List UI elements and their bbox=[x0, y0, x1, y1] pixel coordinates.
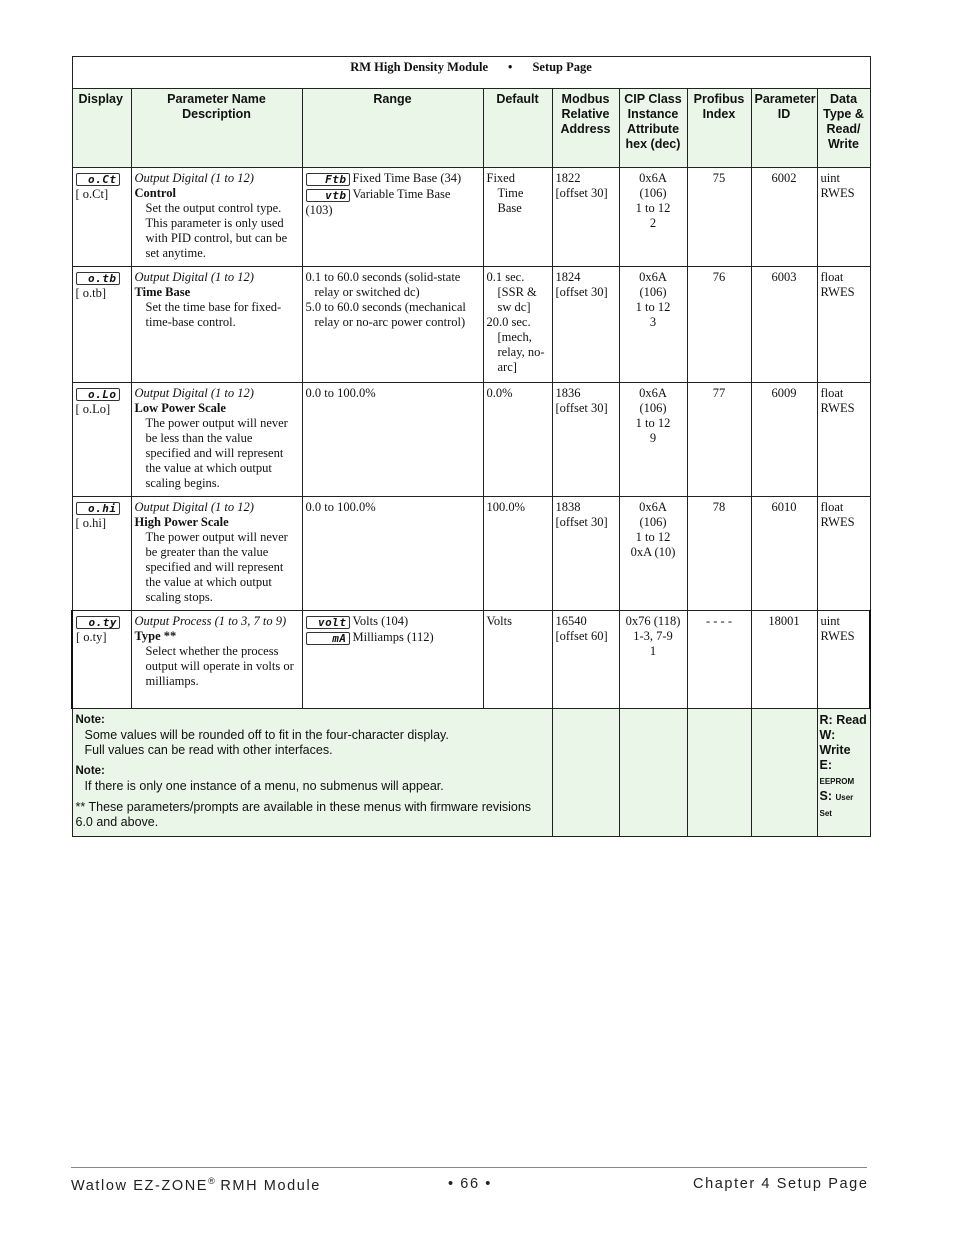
param-desc: The power output will never be greater than the value specified and will represent the value at which output scaling stops. bbox=[145, 530, 288, 604]
modbus-cell: 16540 [offset 60] bbox=[552, 611, 619, 709]
param-id-cell: 18001 bbox=[751, 611, 817, 709]
cip-cell: 0x6A (106) 1 to 12 3 bbox=[619, 267, 687, 383]
display-code: [ o.hi] bbox=[75, 516, 107, 530]
header-param-id: Parameter ID bbox=[751, 89, 817, 168]
display-code: [ o.tb] bbox=[75, 286, 107, 300]
table-row bbox=[72, 497, 870, 611]
notes-blank-cell bbox=[687, 709, 751, 837]
param-group: Output Digital (1 to 12) bbox=[134, 270, 254, 284]
table-row bbox=[72, 168, 870, 267]
param-name: High Power Scale bbox=[134, 515, 229, 529]
profibus-cell: 77 bbox=[687, 383, 751, 497]
lcd-range: mA bbox=[306, 632, 350, 645]
range-cell: 0.0 to 100.0% bbox=[302, 383, 483, 497]
display-cell bbox=[72, 168, 131, 267]
table-row bbox=[72, 267, 870, 383]
lcd-range: volt bbox=[306, 616, 350, 629]
notes-cell bbox=[72, 709, 552, 837]
param-name: Type ** bbox=[134, 629, 177, 643]
param-group: Output Digital (1 to 12) bbox=[134, 500, 254, 514]
profibus-cell: 76 bbox=[687, 267, 751, 383]
param-name: Time Base bbox=[134, 285, 191, 299]
range-cell: 0.0 to 100.0% bbox=[302, 497, 483, 611]
footer-page-number: • 66 • bbox=[448, 1176, 492, 1192]
cip-cell: 0x76 (118) 1-3, 7-9 1 bbox=[619, 611, 687, 709]
table-row bbox=[72, 611, 870, 709]
modbus-cell: 1824 [offset 30] bbox=[552, 267, 619, 383]
data-type-cell: uint RWES bbox=[817, 168, 870, 267]
data-type-cell: float RWES bbox=[817, 497, 870, 611]
note-text: Full values can be read with other interfaces. bbox=[84, 743, 333, 757]
display-cell bbox=[72, 383, 131, 497]
param-cell bbox=[131, 168, 302, 267]
lcd-display: o.hi bbox=[76, 502, 120, 515]
note-text: If there is only one instance of a menu, no submenus will appear. bbox=[84, 779, 444, 793]
display-code: [ o.Lo] bbox=[75, 402, 111, 416]
param-name: Low Power Scale bbox=[134, 401, 226, 415]
lcd-display: o.tb bbox=[76, 272, 120, 285]
cip-cell: 0x6A (106) 1 to 12 0xA (10) bbox=[619, 497, 687, 611]
range-cell: volt Volts (104) mA Milliamps (112) bbox=[302, 611, 483, 709]
param-group: Output Digital (1 to 12) bbox=[134, 386, 254, 400]
notes-row bbox=[72, 709, 870, 837]
notes-blank-cell bbox=[751, 709, 817, 837]
header-modbus: Modbus Relative Address bbox=[552, 89, 619, 168]
modbus-cell: 1838 [offset 30] bbox=[552, 497, 619, 611]
lcd-display: o.ty bbox=[76, 616, 120, 629]
profibus-cell: 78 bbox=[687, 497, 751, 611]
header-range: Range bbox=[302, 89, 483, 168]
param-cell bbox=[131, 497, 302, 611]
default-cell: 100.0% bbox=[483, 497, 552, 611]
legend-cell: R: Read W: Write E: EEPROM S: User Set bbox=[817, 709, 870, 837]
note-text: ** These parameters/prompts are available in these menus with firmware revisions 6.0 and above. bbox=[75, 800, 532, 829]
table-title-row bbox=[72, 57, 870, 89]
lcd-display: o.Ct bbox=[76, 173, 120, 186]
display-code: [ o.ty] bbox=[76, 630, 107, 644]
default-cell: Fixed Time Base bbox=[483, 168, 552, 267]
notes-blank-cell bbox=[619, 709, 687, 837]
lcd-display: o.Lo bbox=[76, 388, 120, 401]
header-row bbox=[72, 89, 870, 168]
param-group: Output Process (1 to 3, 7 to 9) bbox=[134, 614, 287, 628]
data-type-cell: uint RWES bbox=[817, 611, 870, 709]
footer-right: Chapter 4 Setup Page bbox=[693, 1176, 869, 1192]
modbus-cell: 1836 [offset 30] bbox=[552, 383, 619, 497]
profibus-cell: 75 bbox=[687, 168, 751, 267]
lcd-range: Ftb bbox=[306, 173, 350, 186]
header-data-type: Data Type & Read/ Write bbox=[817, 89, 870, 168]
display-code: [ o.Ct] bbox=[75, 187, 109, 201]
param-desc: Set the time base for fixed-time-base control. bbox=[145, 300, 282, 329]
param-desc: The power output will never be less than the value specified and will represent the value at which output scaling begins. bbox=[145, 416, 288, 490]
lcd-range: vtb bbox=[306, 189, 350, 202]
default-cell: Volts bbox=[483, 611, 552, 709]
range-cell: Ftb Fixed Time Base (34) vtb Variable Time Base (103) bbox=[302, 168, 483, 267]
table-row bbox=[72, 383, 870, 497]
note-heading: Note: bbox=[75, 765, 105, 777]
display-cell bbox=[72, 267, 131, 383]
header-cip: CIP Class Instance Attribute hex (dec) bbox=[619, 89, 687, 168]
notes-blank-cell bbox=[552, 709, 619, 837]
param-id-cell: 6003 bbox=[751, 267, 817, 383]
param-name: Control bbox=[134, 186, 176, 200]
header-default: Default bbox=[483, 89, 552, 168]
param-desc: Select whether the process output will operate in volts or milliamps. bbox=[145, 644, 294, 688]
setup-table bbox=[71, 56, 871, 837]
display-cell bbox=[72, 497, 131, 611]
data-type-cell: float RWES bbox=[817, 383, 870, 497]
param-group: Output Digital (1 to 12) bbox=[134, 171, 254, 185]
display-cell bbox=[72, 611, 131, 709]
param-cell bbox=[131, 383, 302, 497]
cip-cell: 0x6A (106) 1 to 12 2 bbox=[619, 168, 687, 267]
profibus-cell: - - - - bbox=[687, 611, 751, 709]
footer-left: Watlow EZ-ZONE® RMH Module bbox=[71, 1176, 321, 1194]
param-id-cell: 6009 bbox=[751, 383, 817, 497]
default-cell: 0.0% bbox=[483, 383, 552, 497]
param-cell bbox=[131, 267, 302, 383]
param-cell bbox=[131, 611, 302, 709]
param-desc: Set the output control type. This parameter is only used with PID control, but can be set anytime. bbox=[145, 201, 288, 260]
param-id-cell: 6002 bbox=[751, 168, 817, 267]
header-display: Display bbox=[72, 89, 131, 168]
param-id-cell: 6010 bbox=[751, 497, 817, 611]
modbus-cell: 1822 [offset 30] bbox=[552, 168, 619, 267]
note-heading: Note: bbox=[75, 714, 105, 726]
range-cell: 0.1 to 60.0 seconds (solid-state relay or switched dc) 5.0 to 60.0 seconds (mechanical relay or no-arc power control) bbox=[302, 267, 483, 383]
data-type-cell: float RWES bbox=[817, 267, 870, 383]
footer-rule bbox=[71, 1167, 867, 1168]
note-text: Some values will be rounded off to fit in the four-character display. bbox=[84, 728, 449, 742]
header-param: Parameter Name Description bbox=[131, 89, 302, 168]
table-title: RM High Density Module • Setup Page bbox=[72, 57, 870, 89]
cip-cell: 0x6A (106) 1 to 12 9 bbox=[619, 383, 687, 497]
default-cell: 0.1 sec. [SSR & sw dc] 20.0 sec. [mech, relay, no-arc] bbox=[483, 267, 552, 383]
header-profibus: Profibus Index bbox=[687, 89, 751, 168]
